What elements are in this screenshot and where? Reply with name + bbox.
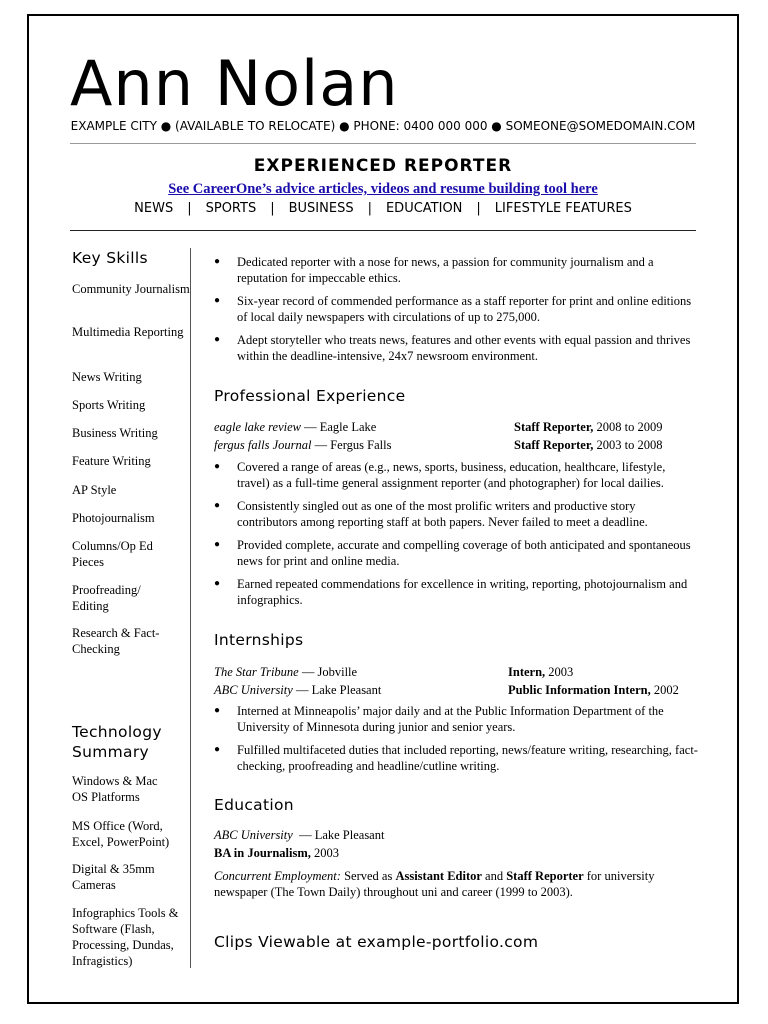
skill-item: Multimedia Reporting [72, 325, 184, 339]
skill-item: AP Style [72, 483, 117, 497]
internship-title: Public Information Intern, [508, 683, 651, 697]
concurrent-text: Served as [340, 869, 396, 883]
internship-location: — Jobville [298, 665, 358, 679]
tech-item: Digital & 35mm Cameras [72, 862, 155, 892]
summary-bullet: ● Six-year record of commended performance as a staff reporter for print and online editions of local daily newspapers with circulations of up to 275,000. [212, 293, 698, 325]
job-location: — Fergus Falls [311, 438, 392, 452]
job-location: — Eagle Lake [301, 420, 377, 434]
concurrent-employment [214, 868, 700, 900]
job-row [214, 437, 700, 453]
tech-item: Windows & Mac OS Platforms [72, 774, 158, 804]
internship-location: — Lake Pleasant [292, 683, 382, 697]
internship-dates: 2003 [545, 665, 574, 679]
internship-bullet: ● Fulfilled multifaceted duties that included reporting, news/feature writing, researching, fact-checking, proofreading and headline/cutline writing. [212, 742, 698, 774]
header-divider [70, 143, 696, 144]
summary-bullet: ● Dedicated reporter with a nose for news, a passion for community journalism and a reputation for impeccable ethics. [212, 254, 698, 286]
technology-summary-heading: Technology Summary [72, 723, 162, 761]
internship-org: ABC University [214, 683, 293, 697]
internships-heading: Internships [214, 631, 304, 649]
skill-item: News Writing [72, 370, 142, 384]
area-sports: SPORTS [205, 201, 257, 216]
experience-list [212, 459, 698, 615]
internship-bullet: ● Interned at Minneapolis’ major daily and at the Public Information Department of the University of Minnesota during junior and senior years. [212, 703, 698, 735]
summary-list [212, 254, 698, 371]
experience-bullet: ● Earned repeated commendations for excellence in writing, reporting, photojournalism and infographics. [212, 576, 698, 608]
skill-item: Research & Fact-Checking [72, 626, 160, 656]
experience-bullet: ● Consistently singled out as one of the most prolific writers and productive story contributors among reporting staff at both papers. Never failed to meet a deadline. [212, 498, 698, 530]
headline-title: EXPERIENCED REPORTER [253, 156, 513, 176]
education-heading: Education [214, 796, 294, 814]
concurrent-text: for university newspaper (The Town Daily) throughout uni and career (1999 to 2003). [214, 869, 655, 899]
area-news: NEWS [134, 201, 174, 216]
education-school-line [214, 827, 700, 843]
focus-areas [70, 201, 696, 216]
area-separator: | [476, 201, 481, 216]
experience-heading: Professional Experience [214, 387, 406, 405]
job-dates: 2008 to 2009 [593, 420, 663, 434]
area-business: BUSINESS [288, 201, 354, 216]
internship-row [214, 682, 700, 698]
job-employer: eagle lake review [214, 420, 301, 434]
internship-list [212, 703, 698, 781]
job-dates: 2003 to 2008 [593, 438, 663, 452]
contact-line: EXAMPLE CITY ● (AVAILABLE TO RELOCATE) ● PHONE: 0400 000 000 ● SOMEONE@SOMEDOMAIN.COM [70, 119, 696, 133]
skill-item: Sports Writing [72, 398, 146, 412]
concurrent-role: Assistant Editor [395, 869, 482, 883]
internship-row [214, 664, 700, 680]
skill-item: Community Journalism [72, 282, 190, 296]
concurrent-text: and [481, 869, 507, 883]
candidate-name: Ann Nolan [70, 47, 399, 120]
job-title: Staff Reporter, [514, 420, 594, 434]
skill-item: Proofreading/ Editing [72, 583, 141, 613]
careerone-link[interactable]: See CareerOne’s advice articles, videos and resume building tool here [168, 181, 598, 197]
skill-item: Business Writing [72, 426, 158, 440]
area-separator: | [270, 201, 275, 216]
key-skills-heading: Key Skills [72, 249, 148, 267]
experience-bullet: ● Covered a range of areas (e.g., news, sports, business, education, healthcare, lifestyle, travel) as a full-time general assignment reporter (and photographer) for local dailies. [212, 459, 698, 491]
clips-link-text: Clips Viewable at example-portfolio.com [214, 933, 539, 951]
internship-dates: 2002 [650, 683, 679, 697]
education-degree: BA in Journalism, [214, 846, 311, 860]
area-separator: | [367, 201, 372, 216]
education-location: — Lake Pleasant [292, 828, 385, 842]
education-degree-line [214, 845, 700, 861]
education-school: ABC University [214, 828, 293, 842]
job-row [214, 419, 700, 435]
area-lifestyle-features: LIFESTYLE FEATURES [494, 201, 632, 216]
area-education: EDUCATION [385, 201, 463, 216]
tech-item: Infographics Tools & Software (Flash, Processing, Dundas, Infragistics) [72, 906, 179, 968]
summary-bullet: ● Adept storyteller who treats news, features and other events with equal passion and thrives within the deadline-intensive, 24x7 newsroom environment. [212, 332, 698, 364]
skill-item: Feature Writing [72, 454, 151, 468]
skill-item: Photojournalism [72, 511, 155, 525]
experience-bullet: ● Provided complete, accurate and compelling coverage of both anticipated and spontaneous news for print and online media. [212, 537, 698, 569]
tech-item: MS Office (Word, Excel, PowerPoint) [72, 819, 170, 849]
job-employer: fergus falls Journal [214, 438, 312, 452]
sidebar-divider [190, 248, 191, 968]
area-separator: | [187, 201, 192, 216]
internship-org: The Star Tribune [214, 665, 299, 679]
concurrent-label: Concurrent Employment: [214, 869, 341, 883]
skill-item: Columns/Op Ed Pieces [72, 539, 153, 569]
headline-divider [70, 230, 696, 231]
education-year: 2003 [310, 846, 340, 860]
internship-title: Intern, [508, 665, 546, 679]
concurrent-role: Staff Reporter [506, 869, 584, 883]
job-title: Staff Reporter, [514, 438, 594, 452]
